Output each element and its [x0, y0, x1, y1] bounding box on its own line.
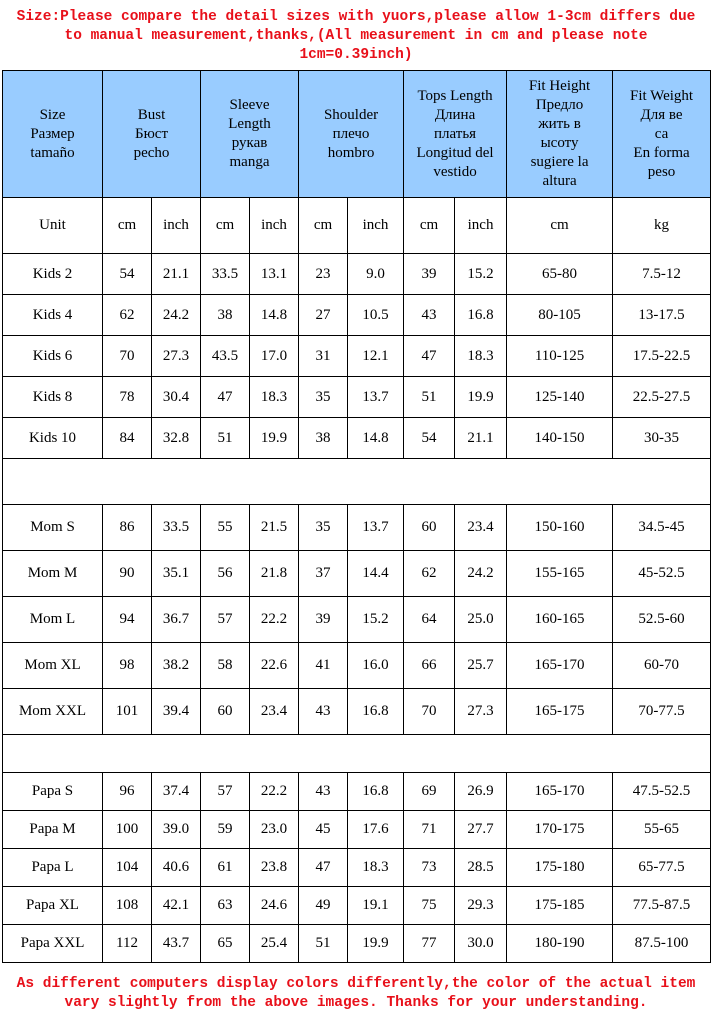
table-cell: 69	[404, 773, 455, 811]
table-cell: 19.1	[348, 887, 404, 925]
table-cell: 27.3	[455, 689, 507, 735]
table-cell: 10.5	[348, 295, 404, 336]
table-cell: 22.5-27.5	[613, 377, 711, 418]
table-cell: 39.4	[152, 689, 201, 735]
table-cell: 180-190	[507, 925, 613, 963]
table-row	[3, 887, 711, 925]
table-cell: 155-165	[507, 551, 613, 597]
spacer-row	[3, 735, 711, 773]
color-disclaimer: As different computers display colors differently,the color of the actual item vary slightly from the above images. Thanks for your understanding.	[16, 976, 696, 1011]
table-cell: 45	[299, 811, 348, 849]
table-cell: 65-77.5	[613, 849, 711, 887]
table-row	[3, 254, 711, 295]
table-cell: 31	[299, 336, 348, 377]
table-cell: 160-165	[507, 597, 613, 643]
table-cell: 15.2	[348, 597, 404, 643]
header-row	[3, 71, 711, 198]
spacer-cell	[3, 459, 711, 505]
table-cell: 30.0	[455, 925, 507, 963]
table-cell: 15.2	[455, 254, 507, 295]
sleeve-header: Sleeve Length рукав manga	[201, 71, 299, 198]
table-cell: 43	[404, 295, 455, 336]
table-cell: 32.8	[152, 418, 201, 459]
table-cell: 43.7	[152, 925, 201, 963]
table-cell: 60-70	[613, 643, 711, 689]
table-row	[3, 689, 711, 735]
table-cell: 110-125	[507, 336, 613, 377]
table-cell: 45-52.5	[613, 551, 711, 597]
size-label-cell: Papa M	[3, 811, 103, 849]
table-cell: 22.2	[250, 773, 299, 811]
fit-weight-header: Fit Weight Для ве са En forma peso	[613, 71, 711, 198]
table-cell: 21.1	[152, 254, 201, 295]
size-label-cell: Mom M	[3, 551, 103, 597]
table-cell: 35.1	[152, 551, 201, 597]
unit-cell: cm	[404, 198, 455, 254]
table-cell: 65	[201, 925, 250, 963]
table-cell: 165-175	[507, 689, 613, 735]
size-note: Size:Please compare the detail sizes with yuors,please allow 1-3cm differs due to manual measurement,thanks,(All measurement in cm and please note 1cm=0.39inch)	[16, 9, 696, 63]
table-cell: 14.8	[250, 295, 299, 336]
table-cell: 23.8	[250, 849, 299, 887]
table-cell: 170-175	[507, 811, 613, 849]
table-cell: 51	[201, 418, 250, 459]
table-cell: 16.8	[455, 295, 507, 336]
table-cell: 62	[404, 551, 455, 597]
table-cell: 21.8	[250, 551, 299, 597]
table-cell: 43.5	[201, 336, 250, 377]
table-row	[3, 597, 711, 643]
table-cell: 60	[404, 505, 455, 551]
unit-cell: cm	[103, 198, 152, 254]
table-cell: 57	[201, 597, 250, 643]
table-cell: 98	[103, 643, 152, 689]
table-cell: 100	[103, 811, 152, 849]
table-cell: 65-80	[507, 254, 613, 295]
table-cell: 80-105	[507, 295, 613, 336]
table-cell: 90	[103, 551, 152, 597]
table-cell: 38	[299, 418, 348, 459]
spacer-cell	[3, 735, 711, 773]
table-row	[3, 295, 711, 336]
shoulder-header: Shoulder плечо hombro	[299, 71, 404, 198]
table-cell: 104	[103, 849, 152, 887]
unit-row	[3, 198, 711, 254]
table-cell: 14.4	[348, 551, 404, 597]
table-cell: 70	[103, 336, 152, 377]
table-cell: 60	[201, 689, 250, 735]
table-cell: 27.7	[455, 811, 507, 849]
table-cell: 34.5-45	[613, 505, 711, 551]
table-cell: 87.5-100	[613, 925, 711, 963]
table-row	[3, 551, 711, 597]
table-row	[3, 418, 711, 459]
size-label-cell: Papa L	[3, 849, 103, 887]
table-cell: 27.3	[152, 336, 201, 377]
table-cell: 84	[103, 418, 152, 459]
unit-cell: inch	[455, 198, 507, 254]
table-cell: 19.9	[250, 418, 299, 459]
table-cell: 59	[201, 811, 250, 849]
table-cell: 30.4	[152, 377, 201, 418]
table-cell: 24.6	[250, 887, 299, 925]
table-cell: 37	[299, 551, 348, 597]
table-cell: 71	[404, 811, 455, 849]
table-cell: 47	[404, 336, 455, 377]
table-cell: 125-140	[507, 377, 613, 418]
table-cell: 47	[299, 849, 348, 887]
table-cell: 35	[299, 377, 348, 418]
table-cell: 73	[404, 849, 455, 887]
table-cell: 40.6	[152, 849, 201, 887]
table-cell: 75	[404, 887, 455, 925]
unit-cell: inch	[152, 198, 201, 254]
table-cell: 16.8	[348, 689, 404, 735]
table-cell: 70-77.5	[613, 689, 711, 735]
table-cell: 23	[299, 254, 348, 295]
table-cell: 23.4	[455, 505, 507, 551]
table-row	[3, 773, 711, 811]
table-cell: 70	[404, 689, 455, 735]
table-cell: 30-35	[613, 418, 711, 459]
table-row	[3, 849, 711, 887]
table-cell: 37.4	[152, 773, 201, 811]
unit-cell: inch	[250, 198, 299, 254]
table-cell: 58	[201, 643, 250, 689]
table-cell: 165-170	[507, 643, 613, 689]
table-cell: 27	[299, 295, 348, 336]
size-label-cell: Papa XL	[3, 887, 103, 925]
table-cell: 21.1	[455, 418, 507, 459]
table-cell: 33.5	[201, 254, 250, 295]
table-cell: 62	[103, 295, 152, 336]
table-cell: 47.5-52.5	[613, 773, 711, 811]
table-cell: 140-150	[507, 418, 613, 459]
table-cell: 150-160	[507, 505, 613, 551]
table-cell: 24.2	[152, 295, 201, 336]
table-cell: 18.3	[250, 377, 299, 418]
table-cell: 28.5	[455, 849, 507, 887]
table-cell: 19.9	[455, 377, 507, 418]
table-cell: 43	[299, 773, 348, 811]
table-cell: 29.3	[455, 887, 507, 925]
table-cell: 66	[404, 643, 455, 689]
table-cell: 22.6	[250, 643, 299, 689]
table-cell: 55-65	[613, 811, 711, 849]
table-cell: 55	[201, 505, 250, 551]
table-cell: 42.1	[152, 887, 201, 925]
table-cell: 61	[201, 849, 250, 887]
tops-length-header: Tops Length Длина платья Longitud del vestido	[404, 71, 507, 198]
table-row	[3, 377, 711, 418]
table-cell: 101	[103, 689, 152, 735]
table-cell: 18.3	[455, 336, 507, 377]
table-cell: 22.2	[250, 597, 299, 643]
size-label-cell: Papa S	[3, 773, 103, 811]
table-cell: 54	[404, 418, 455, 459]
size-label-cell: Mom XL	[3, 643, 103, 689]
size-label-cell: Kids 6	[3, 336, 103, 377]
table-cell: 54	[103, 254, 152, 295]
table-cell: 21.5	[250, 505, 299, 551]
fit-height-header: Fit Height Предло жить в ысоту sugiere la altura	[507, 71, 613, 198]
size-header: Size Размер tamaño	[3, 71, 103, 198]
unit-cell: cm	[507, 198, 613, 254]
table-row	[3, 336, 711, 377]
table-cell: 86	[103, 505, 152, 551]
unit-cell: cm	[299, 198, 348, 254]
table-cell: 77.5-87.5	[613, 887, 711, 925]
table-cell: 57	[201, 773, 250, 811]
table-cell: 26.9	[455, 773, 507, 811]
unit-cell: kg	[613, 198, 711, 254]
table-cell: 78	[103, 377, 152, 418]
table-cell: 13.1	[250, 254, 299, 295]
table-row	[3, 505, 711, 551]
table-cell: 39.0	[152, 811, 201, 849]
table-cell: 19.9	[348, 925, 404, 963]
table-cell: 7.5-12	[613, 254, 711, 295]
table-cell: 14.8	[348, 418, 404, 459]
table-cell: 23.0	[250, 811, 299, 849]
table-cell: 108	[103, 887, 152, 925]
size-chart-table	[2, 70, 711, 963]
table-cell: 165-170	[507, 773, 613, 811]
table-cell: 25.7	[455, 643, 507, 689]
table-cell: 35	[299, 505, 348, 551]
table-cell: 96	[103, 773, 152, 811]
table-cell: 49	[299, 887, 348, 925]
table-cell: 17.6	[348, 811, 404, 849]
table-cell: 43	[299, 689, 348, 735]
bust-header: Bust Бюст pecho	[103, 71, 201, 198]
table-row	[3, 643, 711, 689]
table-cell: 38	[201, 295, 250, 336]
table-cell: 17.5-22.5	[613, 336, 711, 377]
table-cell: 56	[201, 551, 250, 597]
unit-cell: inch	[348, 198, 404, 254]
table-cell: 39	[299, 597, 348, 643]
table-cell: 51	[404, 377, 455, 418]
size-label-cell: Papa XXL	[3, 925, 103, 963]
table-cell: 36.7	[152, 597, 201, 643]
table-cell: 52.5-60	[613, 597, 711, 643]
unit-cell: cm	[201, 198, 250, 254]
size-label-cell: Mom XXL	[3, 689, 103, 735]
table-cell: 41	[299, 643, 348, 689]
table-cell: 13.7	[348, 377, 404, 418]
table-cell: 18.3	[348, 849, 404, 887]
table-cell: 13.7	[348, 505, 404, 551]
spacer-row	[3, 459, 711, 505]
table-cell: 25.4	[250, 925, 299, 963]
table-cell: 77	[404, 925, 455, 963]
size-label-cell: Mom S	[3, 505, 103, 551]
table-cell: 12.1	[348, 336, 404, 377]
table-cell: 63	[201, 887, 250, 925]
table-cell: 33.5	[152, 505, 201, 551]
table-cell: 9.0	[348, 254, 404, 295]
table-cell: 39	[404, 254, 455, 295]
table-cell: 24.2	[455, 551, 507, 597]
table-cell: 23.4	[250, 689, 299, 735]
table-cell: 64	[404, 597, 455, 643]
unit-cell: Unit	[3, 198, 103, 254]
table-cell: 175-180	[507, 849, 613, 887]
table-cell: 112	[103, 925, 152, 963]
size-label-cell: Kids 8	[3, 377, 103, 418]
table-cell: 175-185	[507, 887, 613, 925]
table-cell: 38.2	[152, 643, 201, 689]
table-cell: 16.0	[348, 643, 404, 689]
table-cell: 17.0	[250, 336, 299, 377]
table-cell: 51	[299, 925, 348, 963]
table-cell: 25.0	[455, 597, 507, 643]
table-row	[3, 925, 711, 963]
table-cell: 16.8	[348, 773, 404, 811]
size-label-cell: Mom L	[3, 597, 103, 643]
table-cell: 13-17.5	[613, 295, 711, 336]
table-cell: 47	[201, 377, 250, 418]
table-row	[3, 811, 711, 849]
size-label-cell: Kids 10	[3, 418, 103, 459]
table-cell: 94	[103, 597, 152, 643]
size-label-cell: Kids 2	[3, 254, 103, 295]
size-label-cell: Kids 4	[3, 295, 103, 336]
